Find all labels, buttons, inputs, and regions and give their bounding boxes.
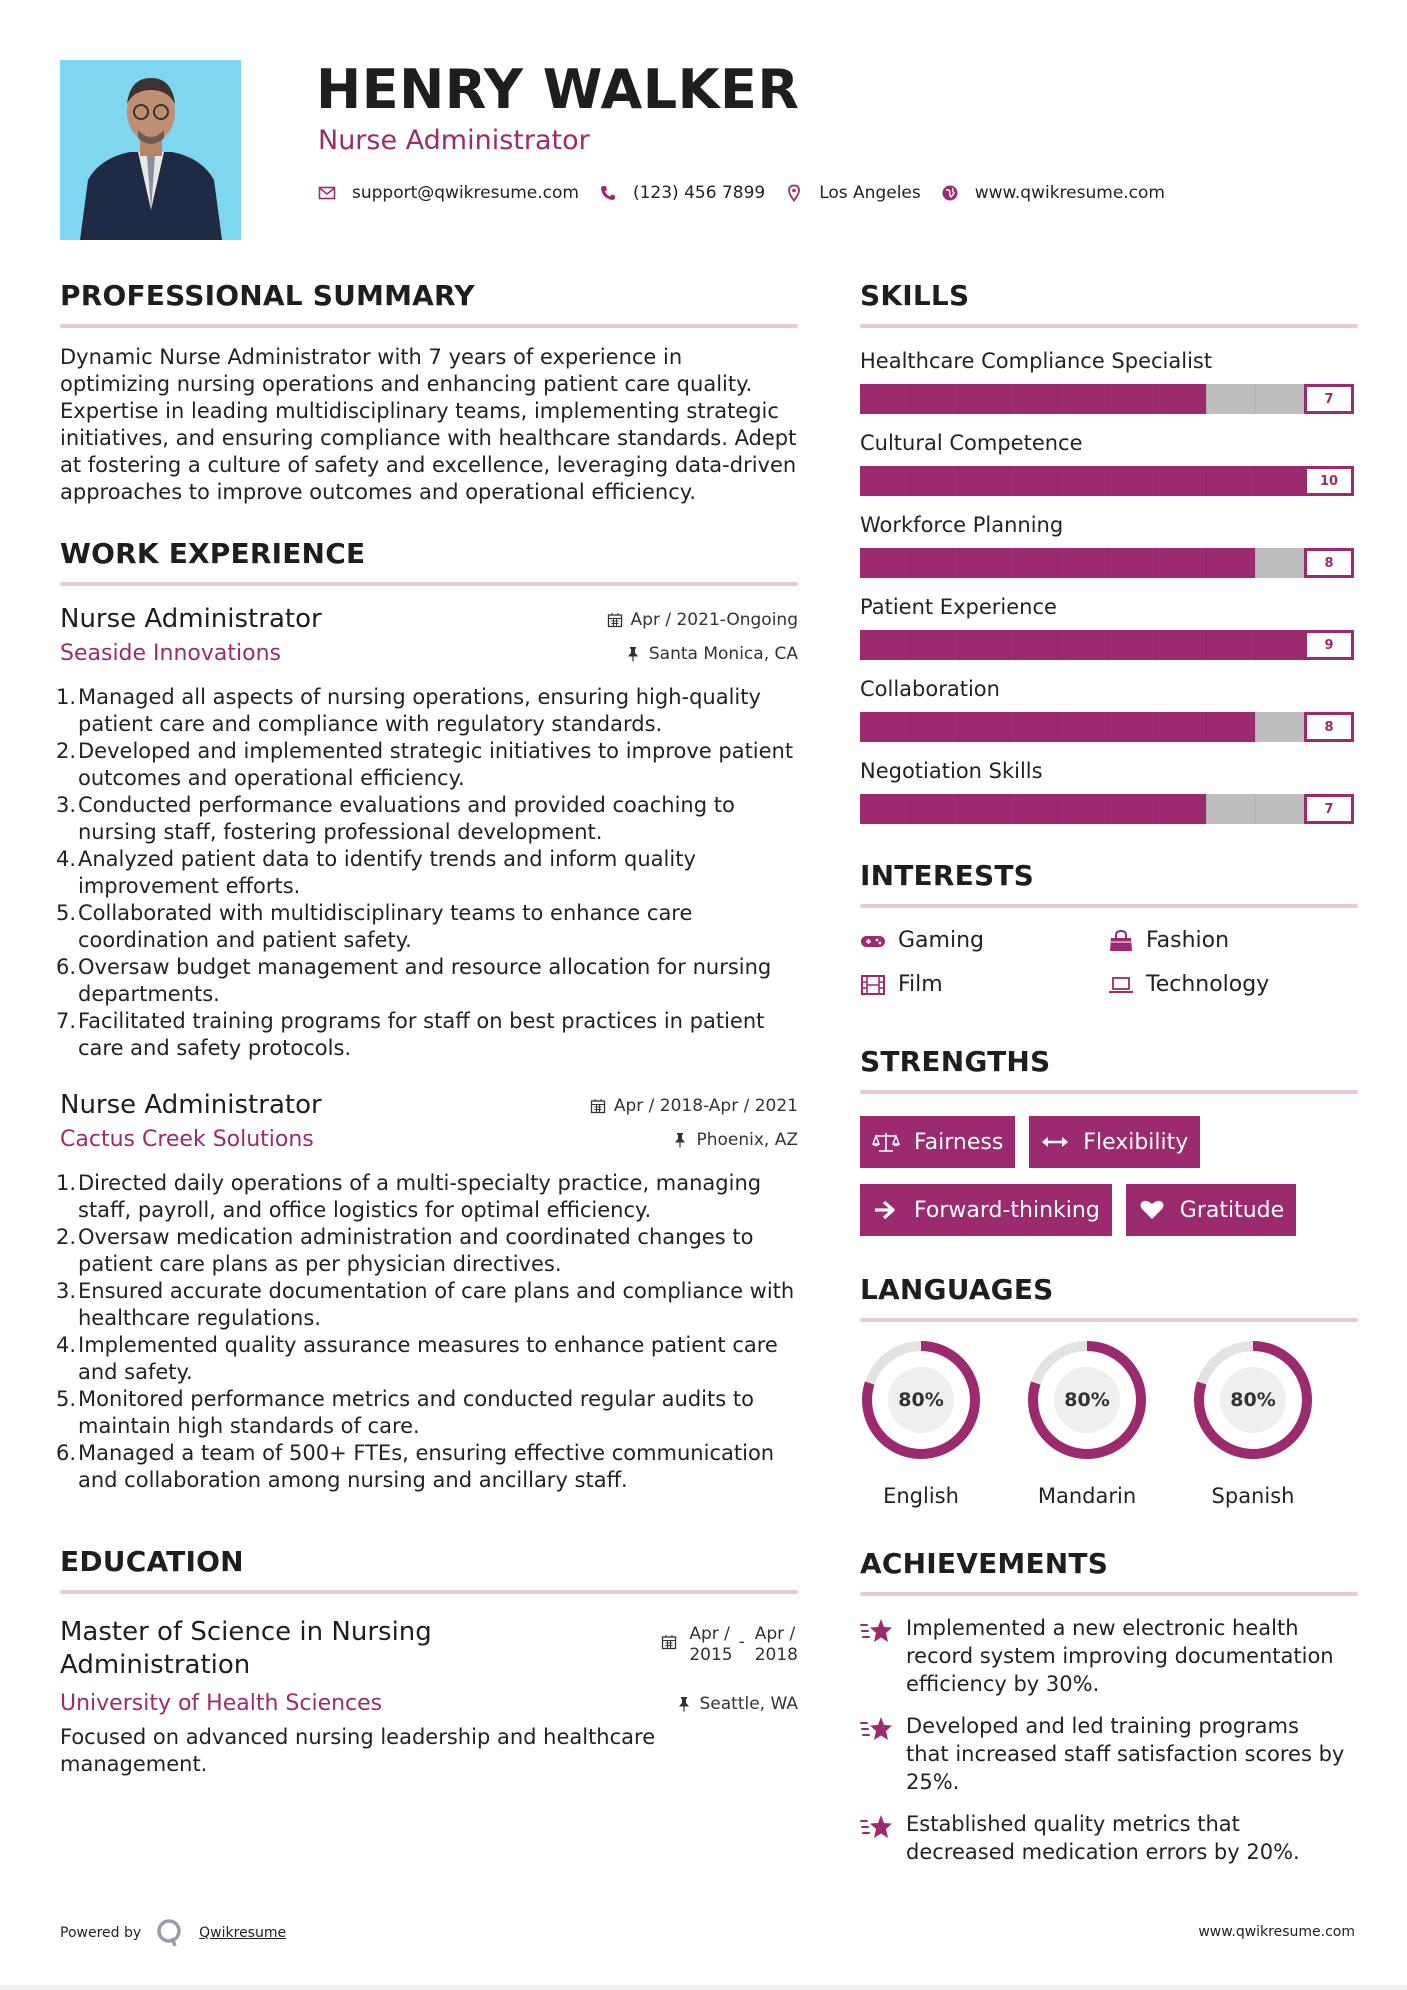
strength-badge: Forward-thinking (860, 1184, 1112, 1236)
skill-name: Patient Experience (860, 595, 1057, 619)
skill-segment-tick (959, 794, 960, 824)
skills-list (860, 346, 1358, 824)
heart-icon (1138, 1199, 1166, 1221)
skill-segment-tick (1107, 466, 1108, 496)
shooting-star-icon (860, 1616, 894, 1646)
language-percent: 80% (1230, 1389, 1276, 1411)
education-dates: Apr / 2015 - Apr / 2018 (661, 1624, 798, 1666)
job-location: Santa Monica, CA (625, 644, 798, 664)
job-title: Nurse Administrator (60, 604, 322, 634)
skill-segment-tick (1058, 548, 1059, 578)
email-text: support@qwikresume.com (352, 183, 579, 203)
skill-item (860, 592, 1358, 660)
language-item (1192, 1338, 1314, 1510)
calendar-icon (661, 1634, 677, 1650)
interest-item: Film (860, 970, 1108, 1000)
language-proficiency-ring (1192, 1338, 1314, 1462)
skill-item (860, 428, 1358, 496)
skill-segment-tick (1156, 630, 1157, 660)
language-name: English (883, 1484, 959, 1508)
strength-badge: Gratitude (1126, 1184, 1296, 1236)
skill-name: Cultural Competence (860, 431, 1083, 455)
skill-segment-tick (909, 630, 910, 660)
duty-item: 3. Ensured accurate documentation of care plans and compliance with healthcare regulations. (56, 1279, 795, 1330)
pushpin-icon (672, 1132, 688, 1148)
skill-rating-fill (860, 384, 1206, 414)
shooting-star-icon (860, 1714, 894, 1744)
skill-segment-tick (1008, 630, 1009, 660)
school-location: Seattle, WA (676, 1694, 799, 1714)
job-dates: Apr / 2018-Apr / 2021 (590, 1094, 798, 1118)
page-bottom-edge (0, 1985, 1407, 1990)
skill-name: Collaboration (860, 677, 1000, 701)
skill-segment-tick (1156, 712, 1157, 742)
skill-segment-tick (1008, 712, 1009, 742)
job-entry (56, 1088, 798, 1494)
skill-segment-tick (959, 548, 960, 578)
summary-text: Dynamic Nurse Administrator with 7 years of experience in optimizing nursing operations and enhancing patient care quality. Expertise in leading multidisciplinary teams, implementing strategic initiatives, and ensuring compliance with healthcare standards. Adept at fostering a culture of safety and excellence, leveraging data-driven approaches to improve outcomes and operational efficiency. (60, 345, 797, 504)
skill-segment-tick (1107, 712, 1108, 742)
section-divider (60, 1590, 798, 1594)
arrow-right-icon (872, 1199, 900, 1221)
balance-scale-icon (872, 1131, 900, 1153)
achievement-item: Implemented a new electronic health record system improving documentation efficiency by 30%. (860, 1614, 1358, 1698)
skill-segment-tick (1058, 630, 1059, 660)
section-divider (860, 324, 1358, 328)
shooting-star-icon (860, 1812, 894, 1842)
skill-name: Healthcare Compliance Specialist (860, 349, 1213, 373)
strength-badge: Fairness (860, 1116, 1015, 1168)
contact-website[interactable] (941, 183, 1165, 203)
skill-segment-tick (909, 794, 910, 824)
skill-segment-tick (1107, 548, 1108, 578)
pushpin-icon (625, 646, 641, 662)
skill-segment-tick (1008, 466, 1009, 496)
skill-item (860, 756, 1358, 824)
footer-powered-by: Powered by Qwikresume (60, 1918, 286, 1948)
skill-item (860, 346, 1358, 414)
section-divider (860, 904, 1358, 908)
job-title: Nurse Administrator (60, 1090, 322, 1120)
map-pin-icon (785, 184, 803, 202)
interest-item: Gaming (860, 926, 1108, 956)
degree-title: Master of Science in Nursing Administration (60, 1617, 432, 1680)
film-icon (860, 974, 886, 996)
skill-rating-fill (860, 630, 1305, 660)
language-proficiency-ring (860, 1338, 982, 1462)
work-experience-section (56, 536, 798, 1494)
candidate-title: Nurse Administrator (318, 125, 590, 156)
language-item (860, 1338, 982, 1510)
skill-rating-bar (860, 794, 1354, 824)
skill-segment-tick (1206, 794, 1207, 824)
laptop-icon (1108, 974, 1134, 996)
strengths-section (860, 1044, 1358, 1236)
duty-item: 5. Collaborated with multidisciplinary teams to enhance care coordination and patient safety. (56, 901, 693, 952)
skill-segment-tick (1206, 548, 1207, 578)
skill-rating-fill (860, 794, 1206, 824)
section-divider (60, 582, 798, 586)
duty-item: 5. Monitored performance metrics and conducted regular audits to maintain high standards of care. (56, 1387, 754, 1438)
interests-section (860, 858, 1358, 1000)
duty-item: 7. Facilitated training programs for staff on best practices in patient care and safety protocols. (56, 1009, 765, 1060)
qwikresume-link[interactable]: Qwikresume (199, 1925, 287, 1941)
envelope-icon (318, 184, 336, 202)
profile-photo (60, 60, 241, 240)
section-heading: EDUCATION (60, 1545, 244, 1578)
skill-item (860, 510, 1358, 578)
skill-segment-tick (1107, 794, 1108, 824)
section-divider (860, 1090, 1358, 1094)
company-name: Seaside Innovations (60, 641, 281, 666)
skill-rating-bar (860, 384, 1354, 414)
job-dates: Apr / 2021-Ongoing (607, 608, 798, 632)
skill-rating-value: 8 (1304, 712, 1354, 742)
skill-segment-tick (1206, 630, 1207, 660)
skill-segment-tick (959, 712, 960, 742)
contact-email[interactable] (318, 183, 579, 203)
skill-segment-tick (1156, 384, 1157, 414)
job-location: Phoenix, AZ (672, 1130, 798, 1150)
skill-rating-value: 8 (1304, 548, 1354, 578)
qwikresume-logo-icon (155, 1918, 185, 1948)
duty-item: 3. Conducted performance evaluations and provided coaching to nursing staff, fostering professional development. (56, 793, 735, 844)
duty-item: 4. Implemented quality assurance measures to enhance patient care and safety. (56, 1333, 778, 1384)
section-heading: SKILLS (860, 279, 970, 312)
section-heading: STRENGTHS (860, 1045, 1051, 1078)
duty-item: 2. Developed and implemented strategic initiatives to improve patient outcomes and operational efficiency. (56, 739, 794, 790)
pushpin-icon (676, 1696, 692, 1712)
language-item (1026, 1338, 1148, 1510)
location-text: Los Angeles (819, 183, 921, 203)
skill-rating-bar (860, 548, 1354, 578)
contact-phone[interactable] (599, 183, 765, 203)
calendar-icon (590, 1098, 606, 1114)
skill-segment-tick (1206, 712, 1207, 742)
duty-item: 1. Managed all aspects of nursing operations, ensuring high-quality patient care and compliance with regulatory standards. (56, 685, 761, 736)
skill-segment-tick (1058, 794, 1059, 824)
skill-rating-value: 7 (1304, 384, 1354, 414)
skill-segment-tick (1008, 384, 1009, 414)
skill-rating-value: 10 (1304, 466, 1354, 496)
calendar-icon (607, 612, 623, 628)
arrows-horizontal-icon (1041, 1131, 1069, 1153)
gamepad-icon (860, 930, 886, 952)
skill-segment-tick (959, 630, 960, 660)
duty-item: 6. Oversaw budget management and resource allocation for nursing departments. (56, 955, 772, 1006)
skill-segment-tick (1255, 548, 1256, 578)
education-description: Focused on advanced nursing leadership and healthcare management. (60, 1725, 656, 1776)
left-column (56, 278, 798, 1778)
section-divider (60, 324, 798, 328)
globe-icon (941, 184, 959, 202)
skill-segment-tick (1008, 548, 1009, 578)
skill-rating-value: 9 (1304, 630, 1354, 660)
skill-segment-tick (1058, 466, 1059, 496)
skill-segment-tick (1156, 466, 1157, 496)
duty-item: 1. Directed daily operations of a multi-specialty practice, managing staff, payroll, and office logistics for optimal efficiency. (56, 1171, 762, 1222)
skill-segment-tick (1255, 466, 1256, 496)
skill-name: Workforce Planning (860, 513, 1064, 537)
languages-list (860, 1338, 1358, 1510)
achievements-list (860, 1614, 1358, 1866)
skill-rating-bar (860, 712, 1354, 742)
interest-item: Fashion (1108, 926, 1356, 956)
language-percent: 80% (898, 1389, 944, 1411)
skill-rating-value: 7 (1304, 794, 1354, 824)
phone-icon (599, 184, 617, 202)
skill-segment-tick (909, 384, 910, 414)
achievement-item: Developed and led training programs that increased staff satisfaction scores by 25%. (860, 1712, 1358, 1796)
section-divider (860, 1318, 1358, 1322)
duty-list (56, 684, 798, 1062)
skill-segment-tick (909, 712, 910, 742)
duty-list (56, 1170, 798, 1494)
skill-segment-tick (1206, 466, 1207, 496)
shopping-bag-icon (1108, 930, 1134, 952)
skill-segment-tick (1156, 794, 1157, 824)
skill-segment-tick (1206, 384, 1207, 414)
skill-segment-tick (1255, 384, 1256, 414)
section-heading: WORK EXPERIENCE (60, 537, 366, 570)
skill-segment-tick (959, 466, 960, 496)
footer-website-link[interactable]: www.qwikresume.com (1198, 1924, 1355, 1940)
skill-segment-tick (1058, 384, 1059, 414)
interest-item: Technology (1108, 970, 1356, 1000)
education-section (60, 1544, 798, 1778)
language-proficiency-ring (1026, 1338, 1148, 1462)
skill-item (860, 674, 1358, 742)
skill-segment-tick (1008, 794, 1009, 824)
company-name: Cactus Creek Solutions (60, 1127, 314, 1152)
skill-segment-tick (1255, 712, 1256, 742)
language-name: Spanish (1211, 1484, 1295, 1508)
section-heading: LANGUAGES (860, 1273, 1054, 1306)
section-heading: INTERESTS (860, 859, 1034, 892)
skills-section (860, 278, 1358, 824)
skill-rating-bar (860, 466, 1354, 496)
skill-segment-tick (909, 548, 910, 578)
achievement-item: Established quality metrics that decreased medication errors by 20%. (860, 1810, 1358, 1866)
languages-section (860, 1272, 1358, 1510)
phone-text: (123) 456 7899 (632, 183, 766, 203)
skill-segment-tick (959, 384, 960, 414)
person-portrait-icon (60, 60, 241, 240)
duty-item: 6. Managed a team of 500+ FTEs, ensuring effective communication and collaboration among nursing and ancillary staff. (56, 1441, 775, 1492)
skill-rating-bar (860, 630, 1354, 660)
section-divider (860, 1592, 1358, 1596)
right-column (860, 278, 1358, 1880)
strength-badge: Flexibility (1029, 1116, 1200, 1168)
skill-segment-tick (1107, 384, 1108, 414)
language-name: Mandarin (1037, 1484, 1137, 1508)
professional-summary-section (60, 278, 798, 506)
candidate-name: HENRY WALKER (316, 58, 800, 121)
skill-name: Negotiation Skills (860, 759, 1043, 783)
strengths-list (860, 1116, 1358, 1236)
language-percent: 80% (1064, 1389, 1110, 1411)
school-name: University of Health Sciences (60, 1691, 383, 1716)
interests-grid (860, 926, 1358, 1000)
skill-segment-tick (1255, 794, 1256, 824)
skill-segment-tick (1058, 712, 1059, 742)
section-heading: ACHIEVEMENTS (860, 1547, 1109, 1580)
skill-segment-tick (909, 466, 910, 496)
website-text: www.qwikresume.com (974, 183, 1165, 203)
skill-segment-tick (1156, 548, 1157, 578)
section-heading: PROFESSIONAL SUMMARY (60, 279, 475, 312)
duty-item: 2. Oversaw medication administration and coordinated changes to patient care plans as per physician directives. (56, 1225, 754, 1276)
job-entry (56, 602, 798, 1062)
skill-segment-tick (1107, 630, 1108, 660)
skill-segment-tick (1255, 630, 1256, 660)
achievements-section (860, 1546, 1358, 1866)
contact-location (785, 183, 921, 203)
duty-item: 4. Analyzed patient data to identify trends and inform quality improvement efforts. (56, 847, 696, 898)
contact-row (318, 180, 1185, 206)
